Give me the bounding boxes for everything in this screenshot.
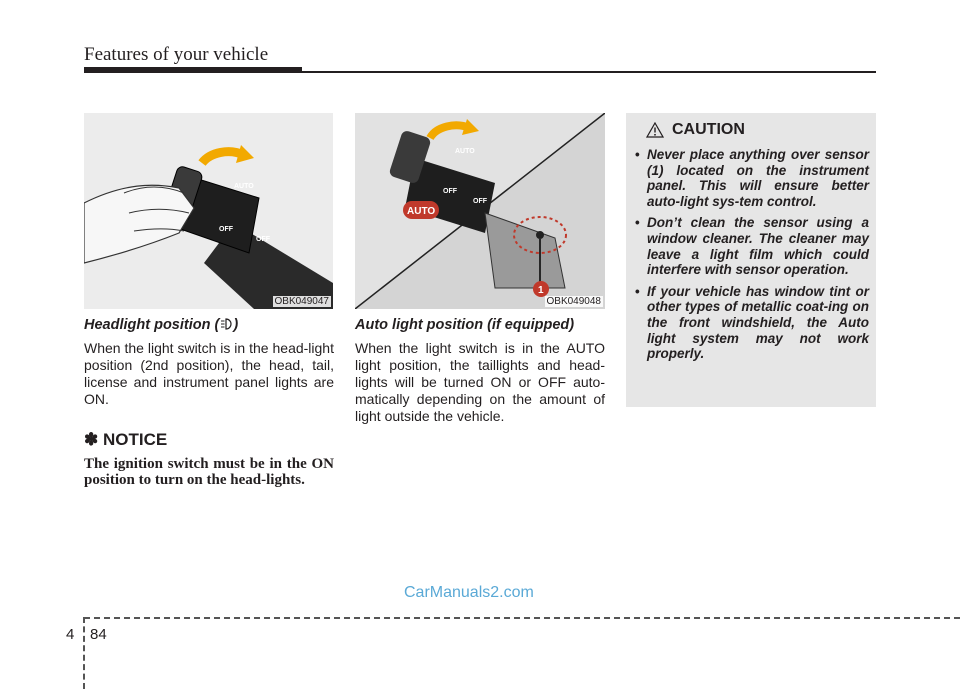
figure-headlight-switch (84, 113, 333, 309)
footer-divider (83, 617, 85, 689)
figure-auto-light-sensor (355, 113, 605, 309)
notice-body: The ignition switch must be in the ON position to turn on the head-lights. (84, 456, 334, 488)
page-header-title: Features of your vehicle (84, 44, 269, 65)
label-off-2: OFF (256, 236, 270, 243)
headlight-section (84, 316, 334, 488)
label-auto: AUTO (455, 148, 475, 155)
page-number: 84 (90, 626, 107, 643)
caution-item: • If your vehicle has window tint or other types of metallic coat-ing on the front windshield, the Auto light system may not work properly. (635, 284, 869, 362)
label-off-1: OFF (219, 226, 233, 233)
label-auto-badge: AUTO (407, 206, 436, 217)
warning-triangle-icon (646, 122, 664, 138)
caution-item: • Never place anything over sensor (1) located on the instrument panel. This will ensure better auto-light sys-tem control. (635, 147, 869, 209)
label-off-2: OFF (473, 198, 487, 205)
auto-light-section (355, 316, 605, 425)
notice-title: ✽ NOTICE (84, 430, 168, 449)
headlight-switch-illustration (84, 113, 333, 309)
header-rule (84, 71, 876, 73)
headlight-heading: Headlight position ( ) (84, 317, 239, 333)
headlight-body: When the light switch is in the head-light position (2nd position), the head, tail, license and instrument panel lights are ON. (84, 340, 334, 407)
caution-item: • Don’t clean the sensor using a window cleaner. The cleaner may leave a light film which could interfere with sensor operation. (635, 215, 869, 277)
figure-code: OBK049048 (546, 296, 601, 307)
label-auto: AUTO (234, 183, 254, 190)
label-sensor-number: 1 (538, 285, 544, 296)
watermark-link[interactable]: CarManuals2.com (404, 584, 534, 601)
caution-title: CAUTION (672, 121, 745, 138)
label-off-1: OFF (443, 188, 457, 195)
caution-list (635, 147, 869, 368)
caution-header (646, 121, 745, 139)
footer-rule (84, 617, 960, 619)
auto-light-body: When the light switch is in the AUTO light position, the taillights and head-lights will be turned ON or OFF auto-matically depending on the amount of light outside the vehicle. (355, 340, 605, 424)
caution-box (626, 113, 876, 407)
headlight-icon (220, 318, 232, 330)
chapter-number: 4 (66, 626, 75, 643)
figure-code: OBK049047 (274, 296, 329, 307)
auto-light-heading: Auto light position (if equipped) (355, 317, 575, 333)
auto-light-illustration (355, 113, 605, 309)
